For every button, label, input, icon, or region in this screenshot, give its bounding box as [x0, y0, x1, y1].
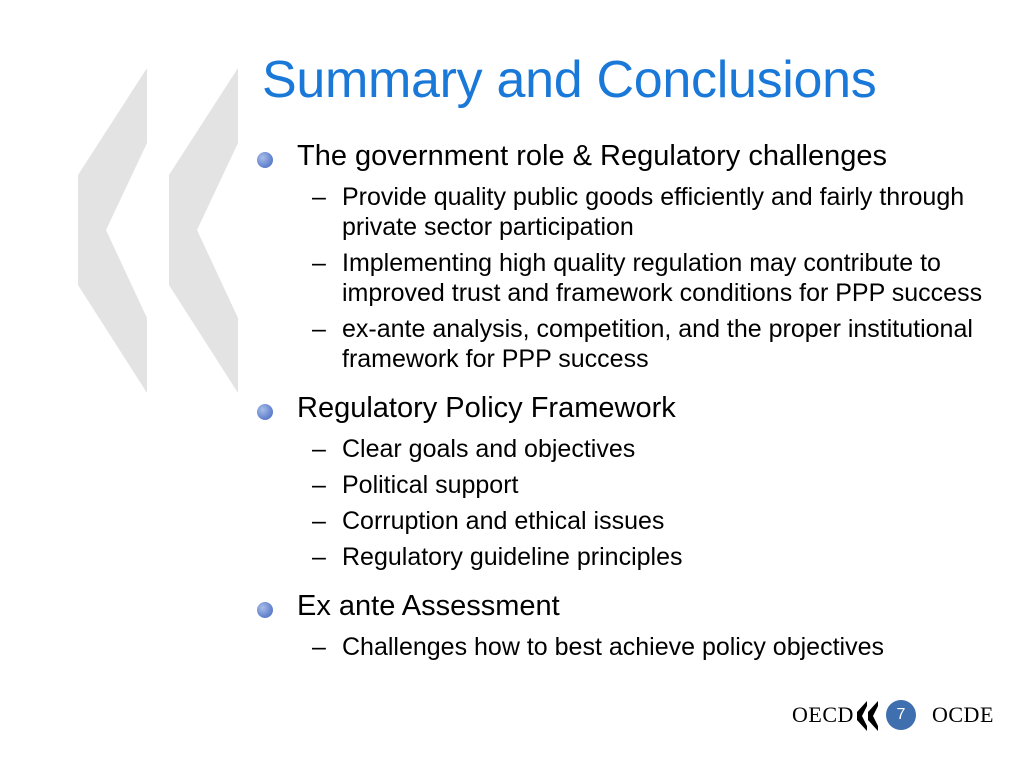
- section-ex-ante: [250, 586, 1010, 662]
- bullet-heading-text: Regulatory Policy Framework: [297, 392, 676, 424]
- oecd-logo: [792, 700, 997, 732]
- dash-icon: –: [312, 471, 326, 499]
- dash-icon: –: [312, 507, 326, 535]
- sub-bullet-text: Regulatory guideline principles: [342, 543, 683, 571]
- dash-icon: –: [312, 315, 326, 343]
- logo-text-ocde: OCDE: [932, 702, 994, 727]
- slide-title: Summary and Conclusions: [262, 51, 877, 109]
- sub-bullet-text: Corruption and ethical issues: [342, 507, 665, 535]
- chevron-right-shape: [169, 68, 238, 393]
- sub-bullet: [250, 434, 1010, 464]
- dash-icon: –: [312, 183, 326, 211]
- bullet-heading: [250, 136, 1010, 176]
- sub-bullet: [250, 542, 1010, 572]
- sub-bullet-text: Provide quality public goods efficiently and fairly through private sector participation: [342, 183, 965, 241]
- round-bullet-icon: [257, 602, 273, 618]
- slide-content: [250, 136, 1010, 666]
- dash-icon: –: [312, 249, 326, 277]
- bullet-heading-text: The government role & Regulatory challenges: [297, 140, 887, 172]
- sub-bullet: [250, 314, 1010, 374]
- chevron-watermark-icon: [70, 68, 250, 393]
- bullet-heading-text: Ex ante Assessment: [297, 590, 560, 622]
- sub-bullet: [250, 470, 1010, 500]
- sub-bullet-text: ex-ante analysis, competition, and the proper institutional framework for PPP success: [342, 315, 973, 373]
- round-bullet-icon: [257, 152, 273, 168]
- sub-bullet: [250, 506, 1010, 536]
- chevron-left-shape: [78, 68, 147, 393]
- sub-bullet: [250, 182, 1010, 242]
- sub-bullet: [250, 632, 1010, 662]
- oecd-chevron-icon: [856, 700, 882, 732]
- sub-bullet: [250, 248, 1010, 308]
- dash-icon: –: [312, 543, 326, 571]
- sub-bullet-text: Clear goals and objectives: [342, 435, 636, 463]
- section-regulatory-policy: [250, 388, 1010, 572]
- sub-bullet-text: Challenges how to best achieve policy objectives: [342, 633, 884, 661]
- dash-icon: –: [312, 633, 326, 661]
- round-bullet-icon: [257, 404, 273, 420]
- bullet-heading: [250, 586, 1010, 626]
- bullet-heading: [250, 388, 1010, 428]
- sub-bullet-text: Political support: [342, 471, 519, 499]
- logo-text-oecd: OECD: [792, 702, 854, 727]
- page-number-badge: 7: [886, 700, 916, 730]
- section-government-role: [250, 136, 1010, 374]
- dash-icon: –: [312, 435, 326, 463]
- sub-bullet-text: Implementing high quality regulation may contribute to improved trust and framework conditions for PPP success: [342, 249, 983, 307]
